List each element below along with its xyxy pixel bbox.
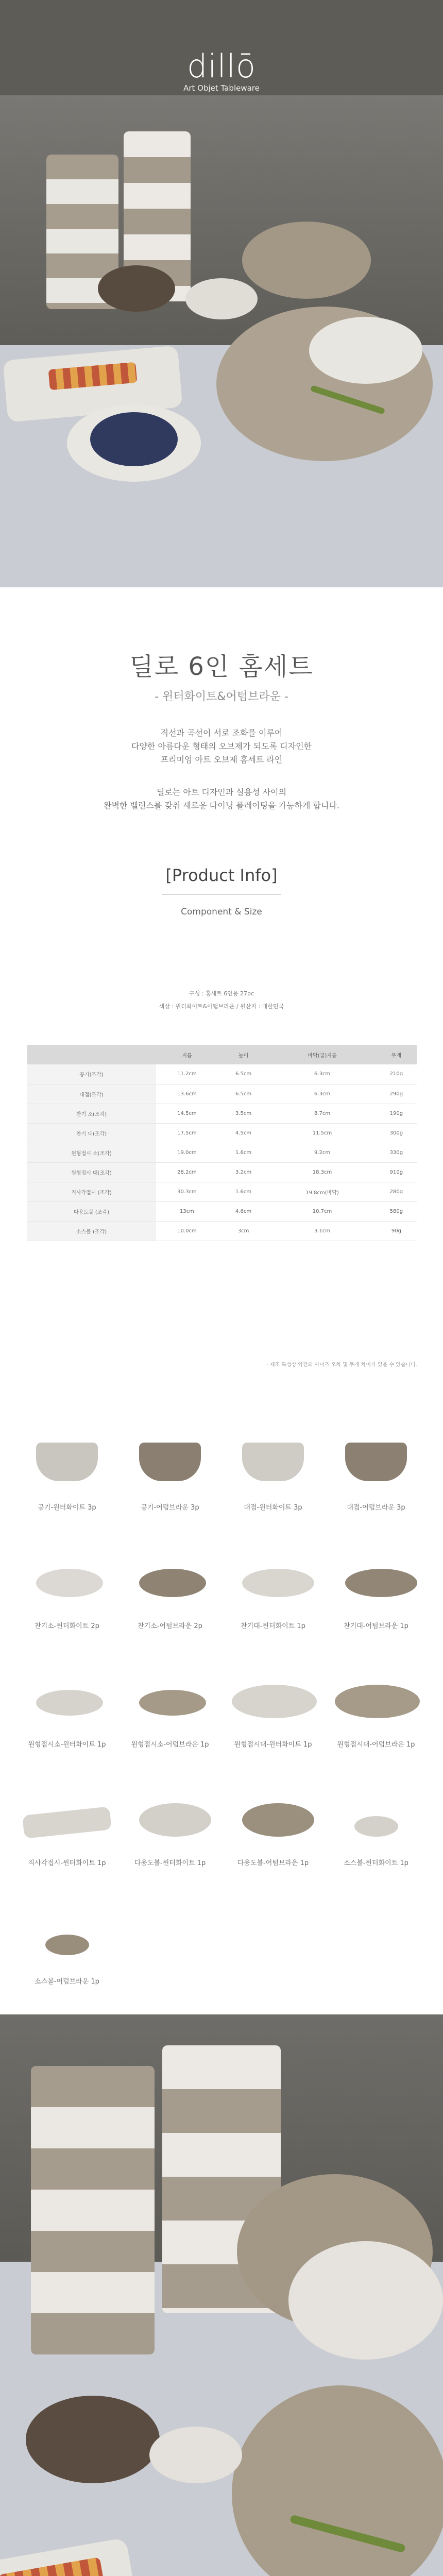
plate-image [242,222,371,299]
product-item: 소스볼-윈터화이트 1p [325,1788,428,1870]
size-note: - 제조 특성상 약간의 사이즈 오차 및 무게 차이가 있을 수 있습니다. [266,1362,417,1368]
sauce-bowl-image [354,1816,398,1837]
product-info-subtitle: Component & Size [181,907,262,917]
product-item: 대접-윈터화이트 3p [222,1432,325,1515]
table-row: 대접(조각) 13.6cm 6.5cm 6.3cm 290g [27,1084,417,1104]
blueberries-image [90,412,178,466]
rectangular-plate-image [22,1806,112,1839]
product-item: 다용도볼-어텀브라운 1p [222,1788,325,1870]
product-item: 찬기대-윈터화이트 1p [222,1551,325,1633]
dish-image [345,1569,417,1597]
brand-logo: dillō [187,47,256,85]
table-header-row: 지름 높이 바닥(굽)지름 무게 [27,1045,417,1064]
table-row: 원형접시 대(조각) 28.2cm 3.2cm 18.3cm 910g [27,1162,417,1182]
plate-image [232,1685,317,1718]
plate-image [335,1685,420,1718]
spec-table [27,1045,417,1241]
bowl-image [139,1443,201,1481]
brand-header [0,0,443,95]
white-plate-image [309,317,422,384]
mussel-bowl-image [26,2396,160,2483]
table-row: 직사각접시 (조각) 30.3cm 1.6cm 19.8cm(바닥) 280g [27,1182,417,1201]
dish-image [139,1569,206,1597]
large-plate-image [232,2385,443,2576]
bowl-image [149,2427,242,2483]
product-item: 찬기소-어텀브라운 2p [118,1551,222,1633]
bowl-image [139,1803,211,1837]
lifestyle-photo [0,2014,443,2576]
product-description-1: 직선과 곡선이 서로 조화를 이루어 다양한 아름다운 형태의 오브제가 되도록 디자인한 프리미엄 아트 오브제 홈세트 라인 [131,728,312,765]
bowl-image [242,1803,314,1837]
product-subtitle: - 윈터화이트&어텀브라운 - [155,690,288,703]
bowl-image [345,1443,407,1481]
product-item: 직사각접시-윈터화이트 1p [15,1788,118,1870]
plate-image [36,1690,103,1716]
mussel-bowl-image [98,265,175,312]
bowl-image [242,1443,304,1481]
bowl-image [36,1443,98,1481]
composition-text: 구성 : 홈세트 6인용 27pc [189,990,254,997]
table-row: 찬기 대(조각) 17.5cm 4.5cm 11.5cm 300g [27,1123,417,1143]
stacked-bowls-image [31,2066,155,2354]
hero-photo [0,95,443,587]
product-item: 소스볼-어텀브라운 1p [15,1906,118,1989]
plate-image [139,1690,206,1716]
product-item: 원형접시대-어텀브라운 1p [325,1669,428,1752]
color-origin-text: 색상 : 윈터화이트&어텀브라운 / 원산지 : 대한민국 [159,1003,284,1010]
product-item: 공기-어텀브라운 3p [118,1432,222,1515]
sauce-bowl-image [45,1935,89,1955]
dish-image [242,1569,314,1597]
product-item: 공기-윈터화이트 3p [15,1432,118,1515]
product-title: 딜로 6인 홈세트 [129,652,314,681]
table-row: 찬기 소(조각) 14.5cm 3.5cm 8.7cm 190g [27,1104,417,1123]
product-description-2: 딜로는 아트 디자인과 실용성 사이의 완벽한 밸런스를 갖춰 새로운 다이닝 플레이팅을 가능하게 합니다. [103,787,339,810]
product-item: 대접-어텀브라운 3p [325,1432,428,1515]
bowl-image [185,278,258,319]
product-item: 원형접시소-어텀브라운 1p [118,1669,222,1752]
product-item: 원형접시대-윈터화이트 1p [222,1669,325,1752]
product-item: 찬기대-어텀브라운 1p [325,1551,428,1633]
table-row: 다용도볼 (조각) 13cm 4.6cm 10.7cm 580g [27,1201,417,1221]
table-row: 공기(조각) 11.2cm 6.5cm 6.3cm 210g [27,1064,417,1084]
dish-image [36,1569,103,1597]
product-item: 다용도볼-윈터화이트 1p [118,1788,222,1870]
product-item: 찬기소-윈터화이트 2p [15,1551,118,1633]
table-row: 원형접시 소(조각) 19.0cm 1.6cm 9.2cm 330g [27,1143,417,1162]
product-item: 원형접시소-윈터화이트 1p [15,1669,118,1752]
brand-tagline: Art Objet Tableware [183,83,260,93]
white-plate-image [288,2241,443,2360]
product-info-title: [Product Info] [165,866,278,885]
table-row: 소스볼 (조각) 10.0cm 3cm 3.1cm 90g [27,1221,417,1241]
